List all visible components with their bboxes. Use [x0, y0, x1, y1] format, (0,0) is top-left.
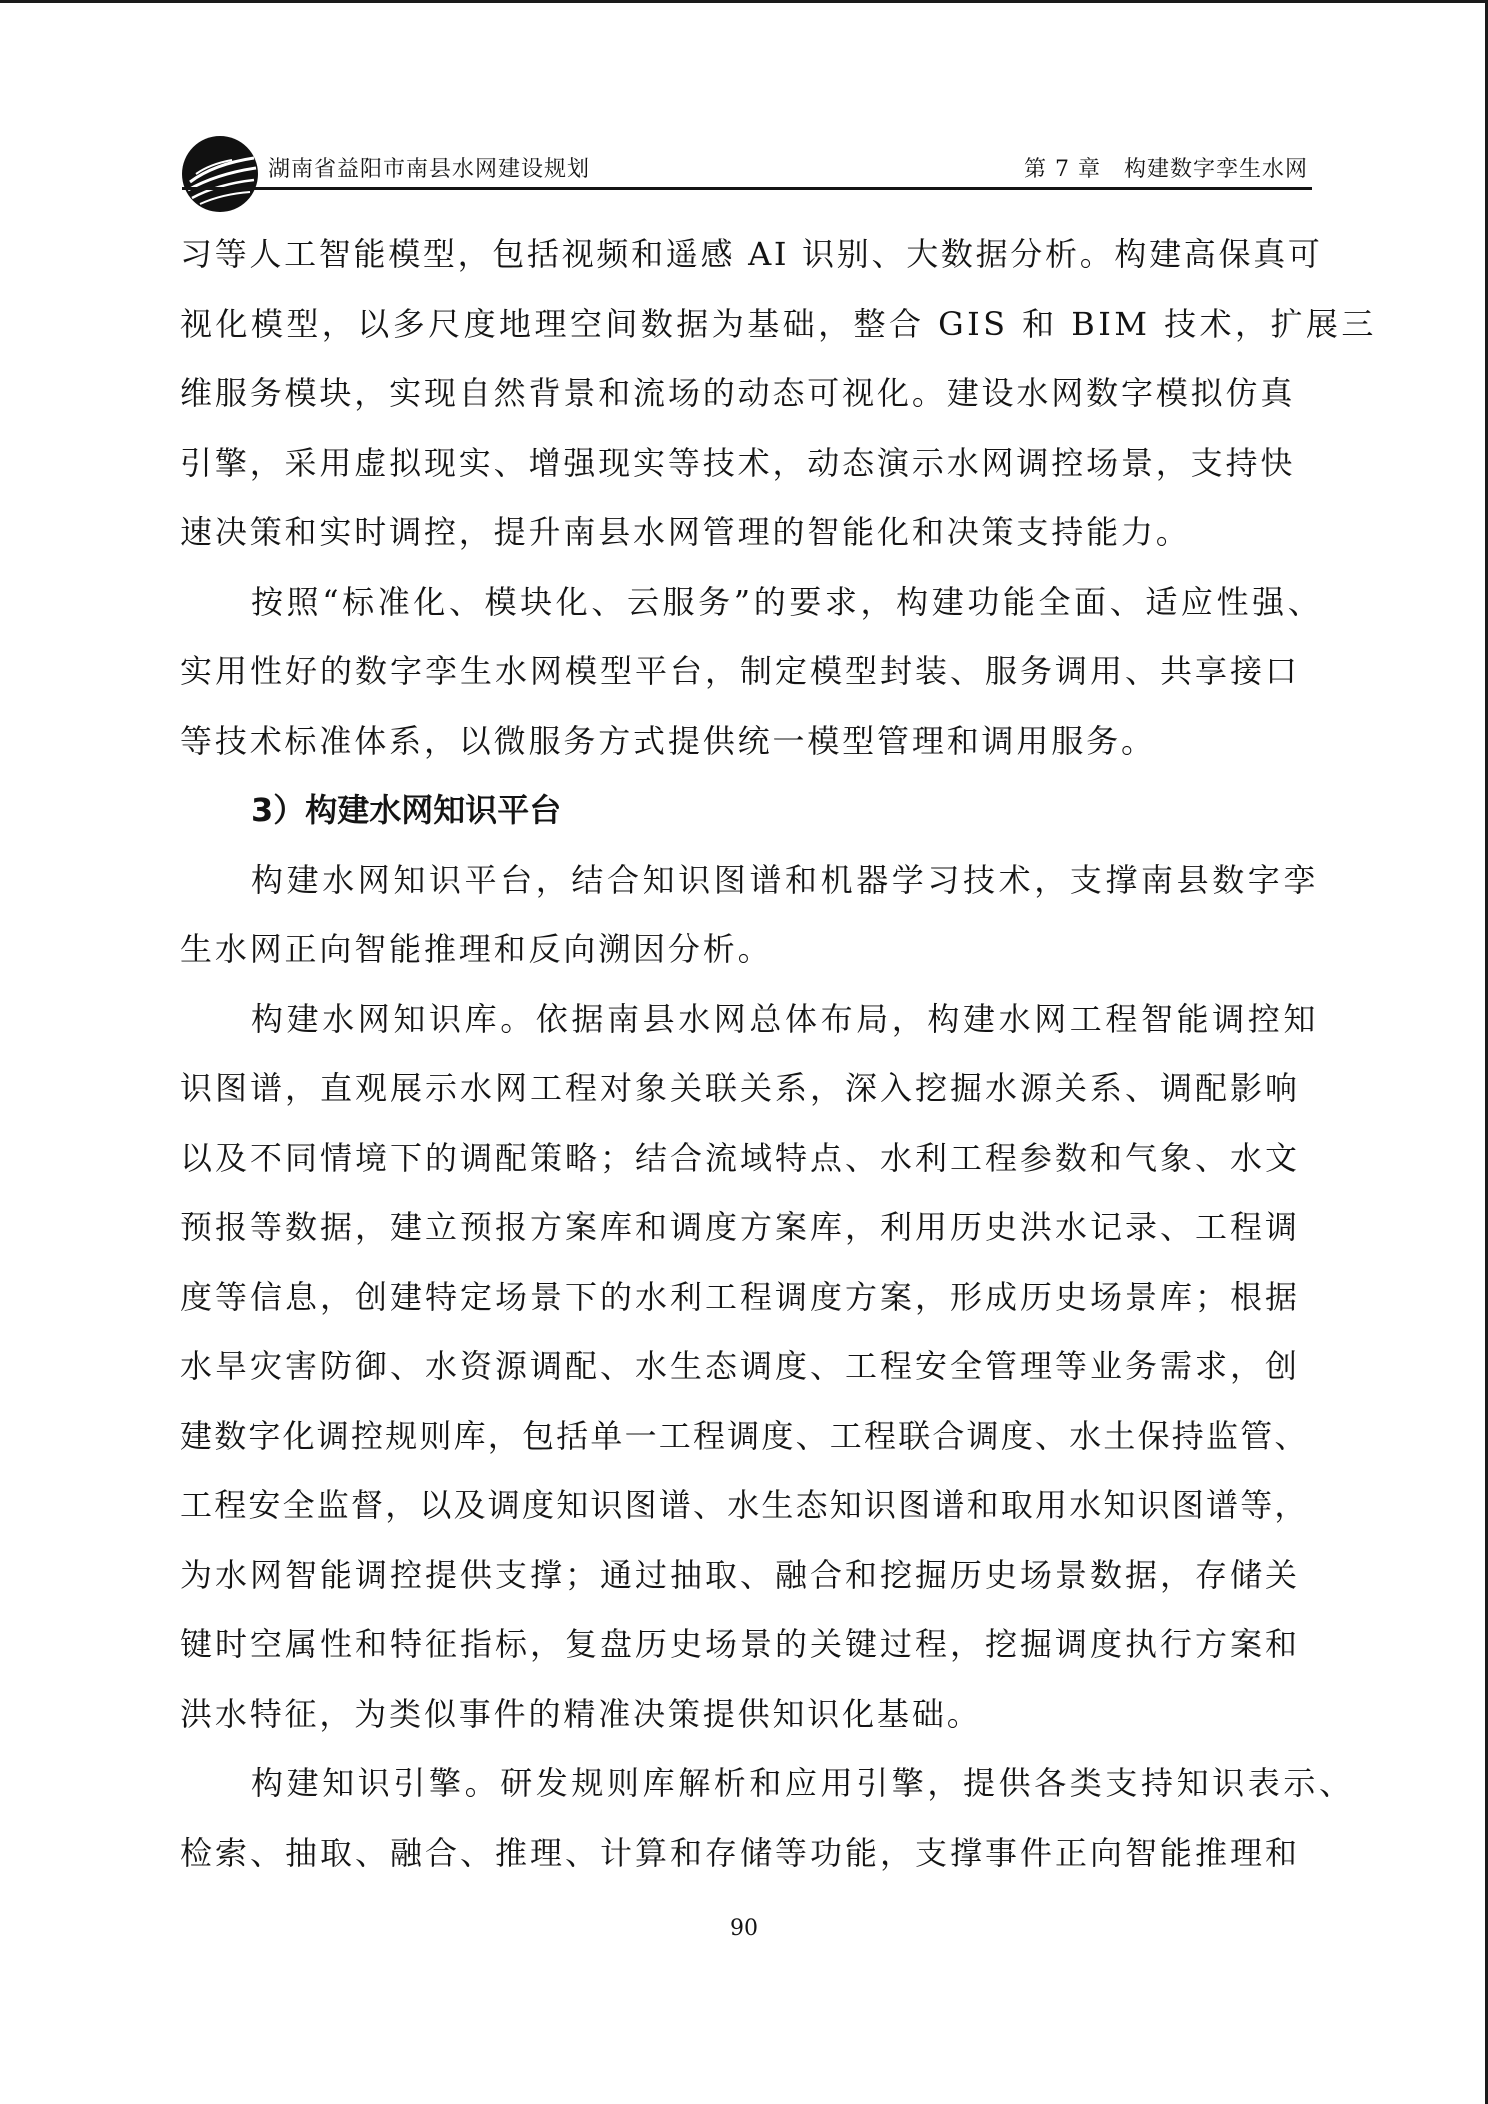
text-line: 习等人工智能模型，包括视频和遥感 AI 识别、大数据分析。构建高保真可	[180, 235, 1323, 273]
paragraph	[180, 846, 1320, 985]
text-line: 引擎，采用虚拟现实、增强现实等技术，动态演示水网调控场景，支持快	[180, 443, 1296, 482]
text-line: 识图谱，直观展示水网工程对象关联关系，深入挖掘水源关系、调配影响	[180, 1069, 1301, 1107]
text-line: 生水网正向智能推理和反向溯因分析。	[180, 930, 773, 968]
chapter-title: 第 7 章 构建数字孪生水网	[1024, 157, 1308, 182]
text-line: 等技术标准体系，以微服务方式提供统一模型管理和调用服务。	[180, 721, 1156, 760]
paragraph	[180, 1749, 1355, 1888]
paragraph	[180, 568, 1324, 777]
text-line: 度等信息，创建特定场景下的水利工程调度方案，形成历史场景库；根据	[180, 1277, 1301, 1316]
text-line: 构建水网知识库。依据南县水网总体布局，构建水网工程智能调控知	[251, 999, 1320, 1038]
water-network-logo	[180, 134, 260, 214]
section-heading: 3）构建水网知识平台	[251, 791, 562, 829]
text-line: 工程安全监督，以及调度知识图谱、水生态知识图谱和取用水知识图谱等，	[180, 1486, 1309, 1524]
text-line: 洪水特征，为类似事件的精准决策提供知识化基础。	[180, 1694, 982, 1733]
text-line: 构建知识引擎。研发规则库解析和应用引擎，提供各类支持知识表示、	[251, 1764, 1355, 1802]
page-number: 90	[730, 1916, 758, 1941]
text-line: 构建水网知识平台，结合知识图谱和机器学习技术，支撑南县数字孪	[251, 860, 1320, 899]
text-line: 实用性好的数字孪生水网模型平台，制定模型封装、服务调用、共享接口	[180, 652, 1301, 690]
body-text	[180, 220, 1377, 1888]
text-line: 视化模型，以多尺度地理空间数据为基础，整合 GIS 和 BIM 技术，扩展三	[180, 304, 1377, 343]
text-line: 按照“标准化、模块化、云服务”的要求，构建功能全面、适应性强、	[251, 582, 1324, 621]
text-line: 水旱灾害防御、水资源调配、水生态调度、工程安全管理等业务需求，创	[180, 1347, 1301, 1385]
document-title: 湖南省益阳市南县水网建设规划	[268, 157, 591, 182]
text-line: 检索、抽取、融合、推理、计算和存储等功能，支撑事件正向智能推理和	[180, 1833, 1301, 1872]
text-line: 维服务模块，实现自然背景和流场的动态可视化。建设水网数字模拟仿真	[180, 374, 1296, 412]
paragraph	[180, 985, 1320, 1750]
text-line: 以及不同情境下的调配策略；结合流域特点、水利工程参数和气象、水文	[180, 1138, 1301, 1177]
paragraph-continued	[180, 220, 1377, 568]
header-divider	[182, 187, 1312, 190]
text-line: 为水网智能调控提供支撑；通过抽取、融合和挖掘历史场景数据，存储关	[180, 1555, 1301, 1594]
text-line: 速决策和实时调控，提升南县水网管理的智能化和决策支持能力。	[180, 513, 1191, 551]
text-line: 键时空属性和特征指标，复盘历史场景的关键过程，挖掘调度执行方案和	[180, 1625, 1301, 1663]
text-line: 预报等数据，建立预报方案库和调度方案库，利用历史洪水记录、工程调	[180, 1208, 1301, 1246]
text-line: 建数字化调控规则库，包括单一工程调度、工程联合调度、水土保持监管、	[180, 1416, 1309, 1455]
